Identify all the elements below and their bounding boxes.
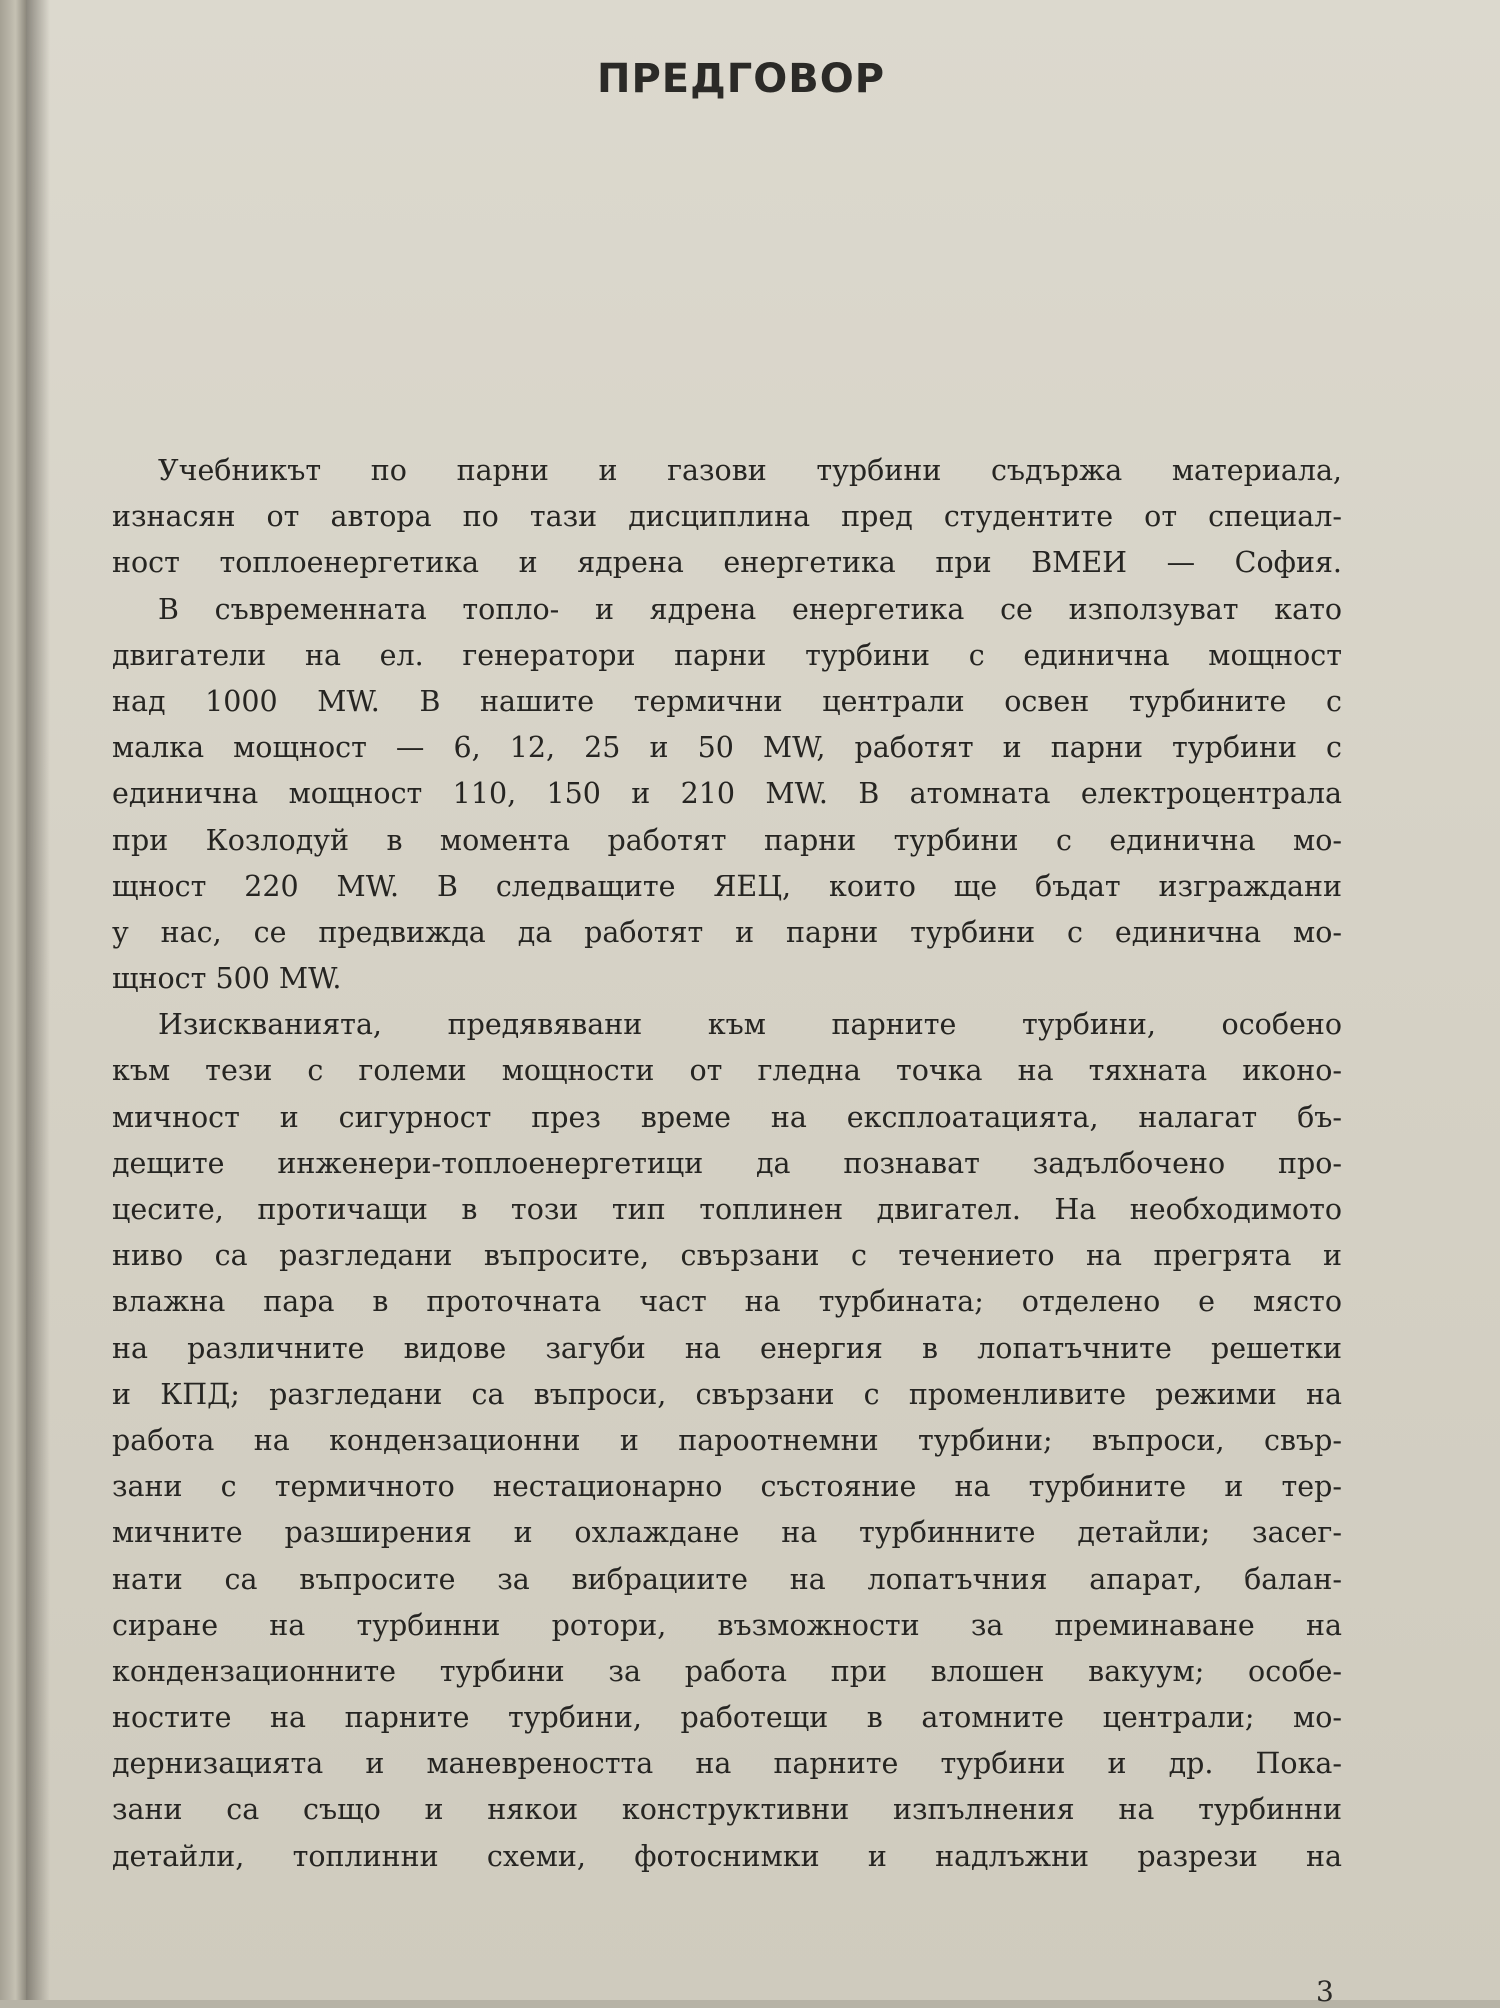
text-line: Изискванията, предявявани към парните турбини, особено [158,1008,1342,1042]
text-line: зани с термичното нестационарно състояние на турбините и тер- [112,1470,1342,1504]
text-line: работа на кондензационни и пароотнемни турбини; въпроси, свър- [112,1423,1342,1457]
text-line: изнасян от автора по тази дисциплина пред студентите от специал- [112,500,1342,534]
paragraph-1 [112,448,1342,587]
text-line: към тези с големи мощности от гледна точка на тяхната иконо- [112,1054,1342,1088]
text-line: детайли, топлинни схеми, фотоснимки и надлъжни разрези на [112,1839,1342,1873]
text-line: ностите на парните турбини, работещи в атомните централи; мо- [112,1701,1342,1735]
book-page [26,0,1500,2008]
page-number: 3 [1316,1975,1334,2008]
text-line: щност 220 MW. В следващите ЯЕЦ, които ще бъдат изграждани [112,869,1342,903]
previous-page-edge [0,0,26,2000]
text-line: мичните разширения и охлаждане на турбинните детайли; засег- [112,1516,1342,1550]
text-line: щност 500 MW. [112,962,342,996]
paragraph-2 [112,587,1342,1003]
text-line: и КПД; разгледани са въпроси, свързани с променливите режими на [112,1377,1342,1411]
paragraph-3 [112,1002,1342,1880]
page-title: ПРЕДГОВОР [596,56,886,102]
gutter-shadow [26,0,50,2000]
text-line: у нас, се предвижда да работят и парни турбини с единична мо- [112,915,1342,949]
text-line: нати са въпросите за вибрациите на лопатъчния апарат, балан- [112,1562,1342,1596]
text-line: зани са също и някои конструктивни изпълнения на турбинни [112,1793,1342,1827]
text-line: В съвременната топло- и ядрена енергетика се използуват като [158,592,1342,626]
text-line: на различните видове загуби на енергия в лопатъчните решетки [112,1331,1342,1365]
text-line: сиране на турбинни ротори, възможности за преминаване на [112,1608,1342,1642]
text-line: цесите, протичащи в този тип топлинен двигател. На необходимото [112,1193,1342,1226]
text-line: ниво са разгледани въпросите, свързани с течението на прегрята и [112,1239,1342,1273]
text-line: мичност и сигурност през време на експлоатацията, налагат бъ- [112,1100,1342,1134]
text-line: дернизацията и маневреността на парните турбини и др. Пока- [112,1747,1342,1781]
body-text [112,448,1342,1880]
text-line: двигатели на ел. генератори парни турбини с единична мощност [112,638,1342,672]
text-line: Учебникът по парни и газови турбини съдържа материала, [158,454,1342,487]
text-line: над 1000 MW. В нашите термични централи освен турбините с [112,684,1342,718]
text-line: дещите инженери-топлоенергетици да познават задълбочено про- [112,1146,1342,1180]
text-line: ност топлоенергетика и ядрена енергетика при ВМЕИ — София. [112,546,1342,580]
text-line: единична мощност 110, 150 и 210 MW. В атомната електроцентрала [112,777,1342,811]
text-line: малка мощност — 6, 12, 25 и 50 MW, работят и парни турбини с [112,731,1342,765]
text-line: влажна пара в проточната част на турбината; отделено е място [112,1285,1342,1319]
text-line: кондензационните турбини за работа при влошен вакуум; особе- [112,1654,1342,1688]
text-line: при Козлодуй в момента работят парни турбини с единична мо- [112,823,1342,857]
